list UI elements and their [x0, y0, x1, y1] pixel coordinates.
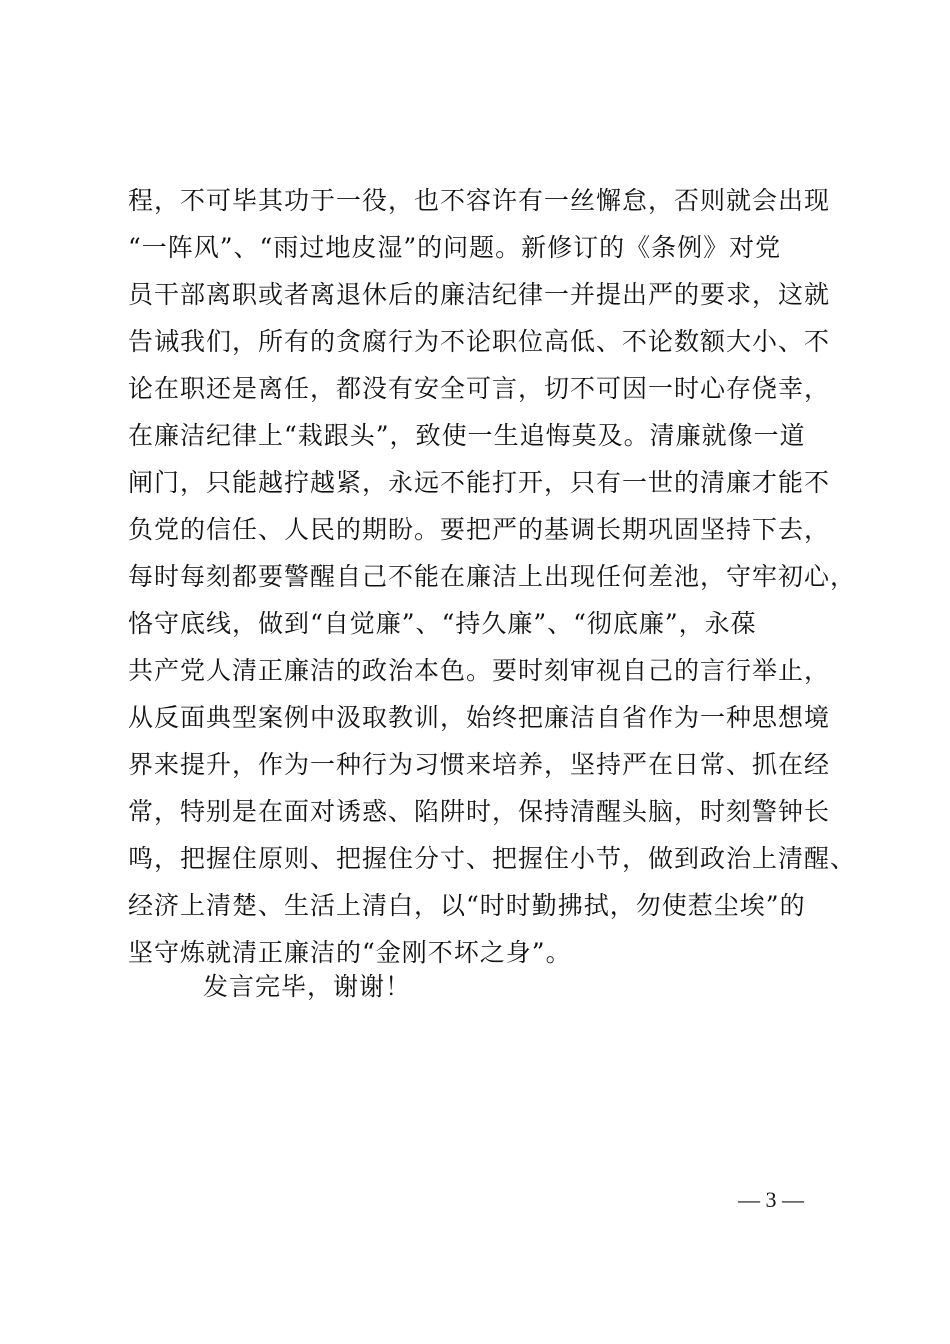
text-line: 恪守底线，做到“自觉廉”、“持久廉”、“彻底廉”，永葆 [128, 609, 757, 638]
closing-remark: 发言完毕，谢谢！ [203, 972, 412, 1001]
text-line: 鸣，把握住原则、把握住分寸、把握住小节，做到政治上清醒、 [128, 844, 857, 873]
text-line: 负党的信任、人民的期盼。要把严的基调长期巩固坚持下去， [128, 515, 831, 544]
text-line: 界来提升，作为一种行为习惯来培养，坚持严在日常、抓在经 [128, 750, 831, 779]
text-line: 闸门，只能越拧越紧，永远不能打开，只有一世的清廉才能不 [128, 468, 831, 497]
text-line: 共产党人清正廉洁的政治本色。要时刻审视自己的言行举止， [128, 656, 831, 685]
text-line: 经济上清楚、生活上清白，以“时时勤拂拭，勿使惹尘埃”的 [128, 891, 806, 920]
text-line: 员干部离职或者离退休后的廉洁纪律一并提出严的要求，这就 [128, 280, 831, 309]
text-line: 论在职还是离任，都没有安全可言，切不可因一时心存侥幸， [128, 374, 831, 403]
text-line: 在廉洁纪律上“栽跟头”，致使一生追悔莫及。清廉就像一道 [128, 421, 806, 450]
text-line: 坚守炼就清正廉洁的“金刚不坏之身”。 [128, 938, 572, 967]
text-line: 告诫我们，所有的贪腐行为不论职位高低、不论数额大小、不 [128, 327, 831, 356]
text-line: 程，不可毕其功于一役，也不容许有一丝懈怠，否则就会出现 [128, 186, 831, 215]
page-number: — 3 — [738, 1187, 804, 1212]
body-paragraph [128, 182, 857, 981]
text-line: 常，特别是在面对诱惑、陷阱时，保持清醒头脑，时刻警钟长 [128, 797, 831, 826]
text-line: 从反面典型案例中汲取教训，始终把廉洁自省作为一种思想境 [128, 703, 831, 732]
text-line: “一阵风”、“雨过地皮湿”的问题。新修订的《条例》对党 [128, 233, 782, 262]
text-line: 每时每刻都要警醒自己不能在廉洁上出现任何差池，守牢初心， [128, 562, 857, 591]
